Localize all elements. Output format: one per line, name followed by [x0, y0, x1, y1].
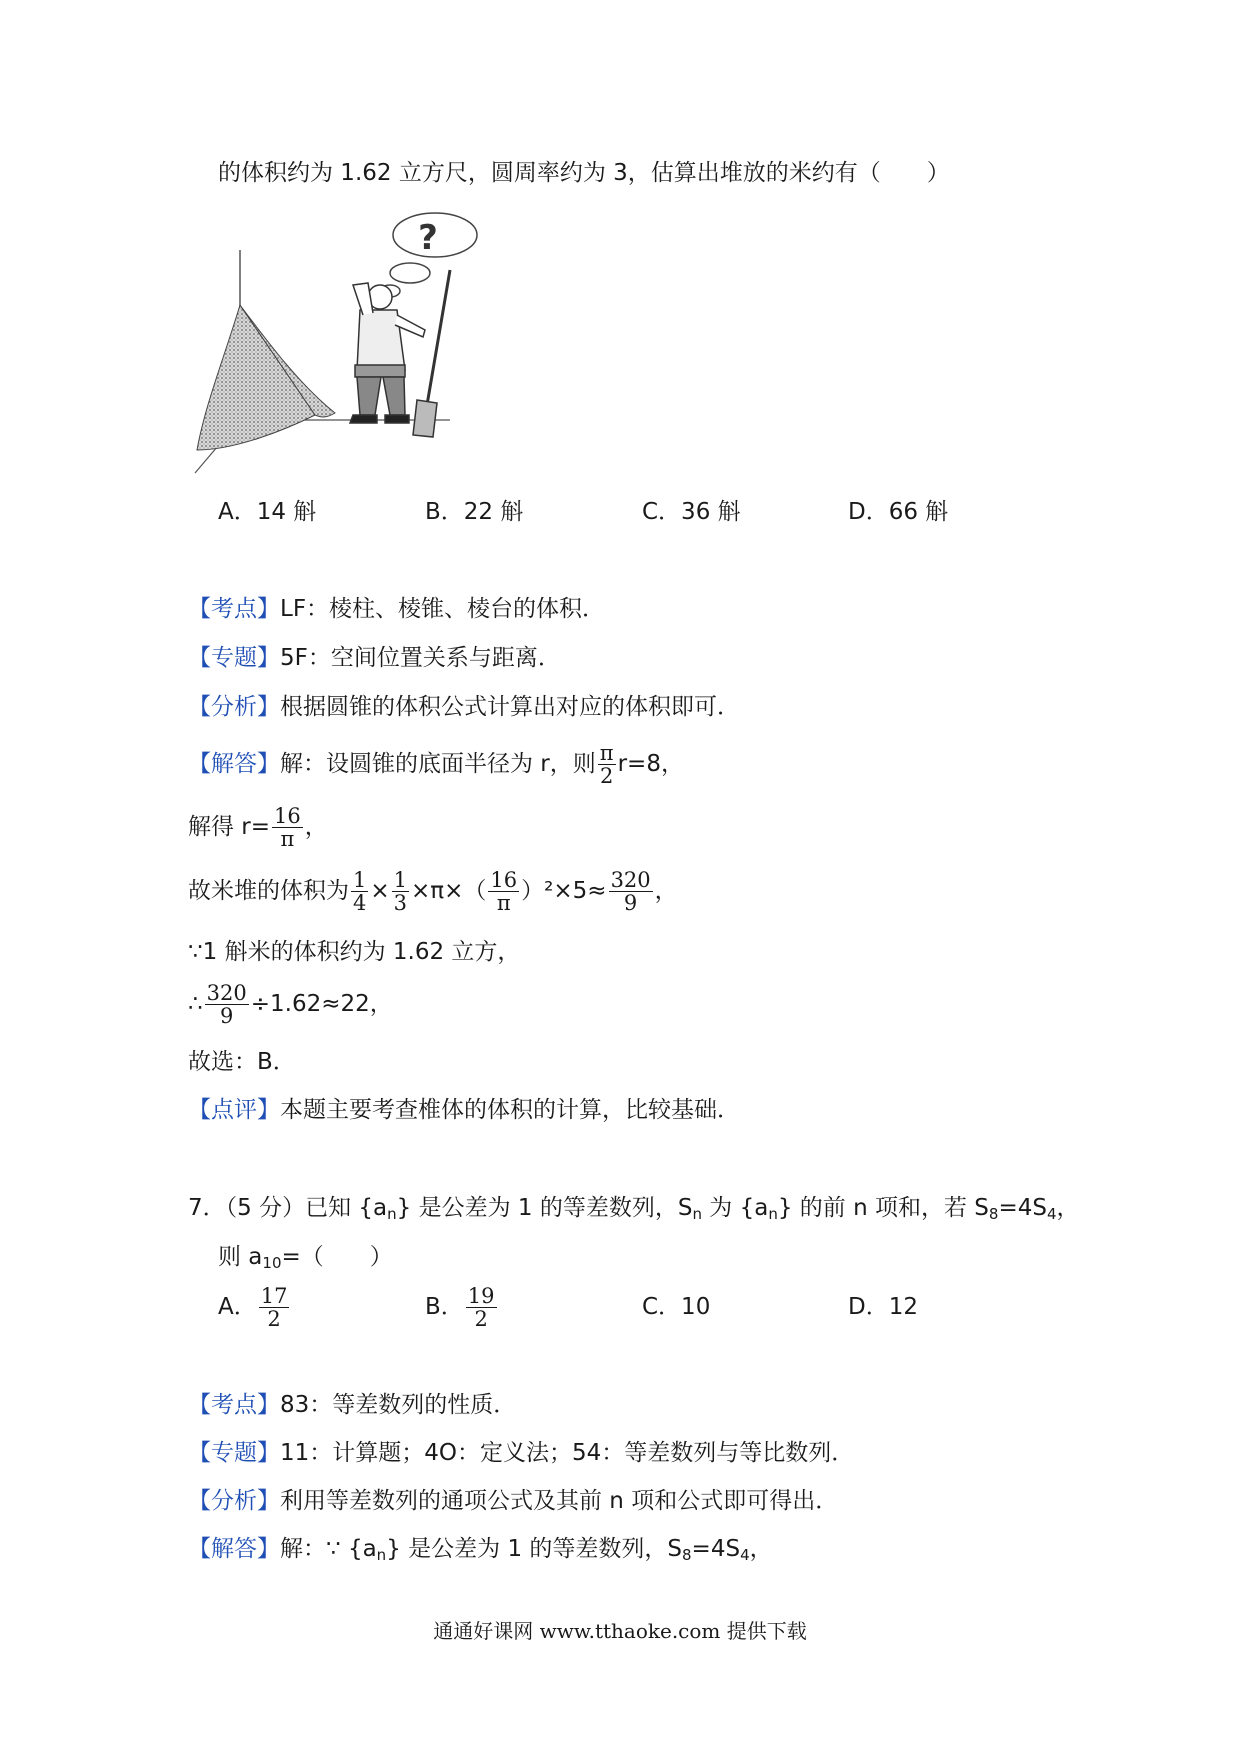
rice-pile-figure	[185, 205, 485, 480]
q7-option-b: B． $\frac{19}{2}$	[425, 1284, 495, 1331]
q6-step-4: ∴ $\frac{320}{9}$ ÷1.62≈22，	[188, 981, 393, 1028]
farmer-figure	[350, 283, 425, 423]
zhuanti-text: 5F：空间位置关系与距离．	[280, 645, 561, 671]
zhuanti-tag: 【专题】	[188, 645, 280, 671]
q6-option-b: B．22 斛	[425, 499, 524, 525]
fenxi-tag: 【分析】	[188, 694, 280, 720]
fraction-19-over-2: $\frac{19}{2}$	[467, 1284, 495, 1331]
q6-step-5: 故选：B．	[188, 1049, 296, 1075]
q7-jieda: 【解答】解：∵ $\{a_n\}$ 是公差为 1 的等差数列，$S_8=4S_4$，	[188, 1536, 773, 1564]
shovel	[413, 400, 437, 437]
kaodian-text: LF：棱柱、棱锥、棱台的体积．	[280, 596, 606, 622]
fraction-17-over-2: $\frac{17}{2}$	[260, 1284, 288, 1331]
q6-step-2: 故米堆的体积为 $\frac{1}{4}$ × $\frac{1}{3}$ ×π×（ $\frac{16}{\pi}$ ）²×5≈ $\frac{320}{9}$ ，	[188, 868, 678, 915]
q6-option-d: D．66 斛	[848, 499, 949, 525]
jieda-post: r=8，	[617, 751, 684, 777]
question-mark: ?	[418, 218, 438, 258]
fraction-320-over-9-b: $\frac{320}{9}$	[206, 981, 247, 1028]
q7-fenxi: 【分析】利用等差数列的通项公式及其前 n 项和公式即可得出．	[188, 1488, 839, 1514]
q6-jieda	[188, 742, 684, 787]
dianping-text: 本题主要考查椎体的体积的计算，比较基础．	[280, 1097, 740, 1123]
page-footer: 通通好课网 www.tthaoke.com 提供下载	[433, 1619, 807, 1643]
fraction-16-over-pi-2: $\frac{16}{\pi}$	[490, 868, 518, 915]
q7-zhuanti: 【专题】11：计算题；4O：定义法；54：等差数列与等比数列．	[188, 1440, 855, 1466]
q7-option-d: D．12	[848, 1294, 918, 1320]
fraction-1-over-4: $\frac{1}{4}$	[353, 868, 367, 915]
q6-option-a: A．14 斛	[218, 499, 317, 525]
jieda-tag: 【解答】	[188, 751, 280, 777]
q6-dianping	[188, 1095, 740, 1125]
fraction-pi-over-2: $\frac{\pi}{2}$	[599, 741, 614, 788]
q6-step-1: 解得 r= $\frac{16}{\pi}$ ，	[188, 804, 328, 851]
q7-kaodian: 【考点】83：等差数列的性质．	[188, 1392, 517, 1418]
fraction-16-over-pi: $\frac{16}{\pi}$	[274, 804, 301, 851]
q6-kaodian	[188, 594, 605, 624]
kaodian-tag: 【考点】	[188, 596, 280, 622]
fenxi-text: 根据圆锥的体积公式计算出对应的体积即可．	[280, 694, 740, 720]
fraction-1-over-3: $\frac{1}{3}$	[393, 868, 408, 915]
q7-stem-line-2: 则 $a_{10}=$（ ）	[218, 1244, 393, 1272]
dianping-tag: 【点评】	[188, 1097, 280, 1123]
q6-step-3: ∵1 斛米的体积约为 1.62 立方，	[188, 939, 521, 965]
fraction-320-over-9: $\frac{320}{9}$	[610, 868, 651, 915]
q7-stem-line-1: 7．（5 分）已知 $\{a_n\}$ 是公差为 1 的等差数列，$S_n$ 为 $\{a_n\}$ 的前 n 项和，若 $S_8=4S_4$，	[188, 1195, 1080, 1223]
q6-zhuanti	[188, 643, 561, 673]
q6-stem-tail: 的体积约为 1.62 立方尺，圆周率约为 3，估算出堆放的米约有（ ）	[218, 160, 950, 186]
q7-option-a: A． $\frac{17}{2}$	[218, 1284, 288, 1331]
q6-option-c: C．36 斛	[642, 499, 741, 525]
q7-option-c: C．10	[642, 1294, 711, 1320]
q6-fenxi	[188, 692, 740, 722]
jieda-pre: 解：设圆锥的底面半径为 r，则	[280, 751, 596, 777]
